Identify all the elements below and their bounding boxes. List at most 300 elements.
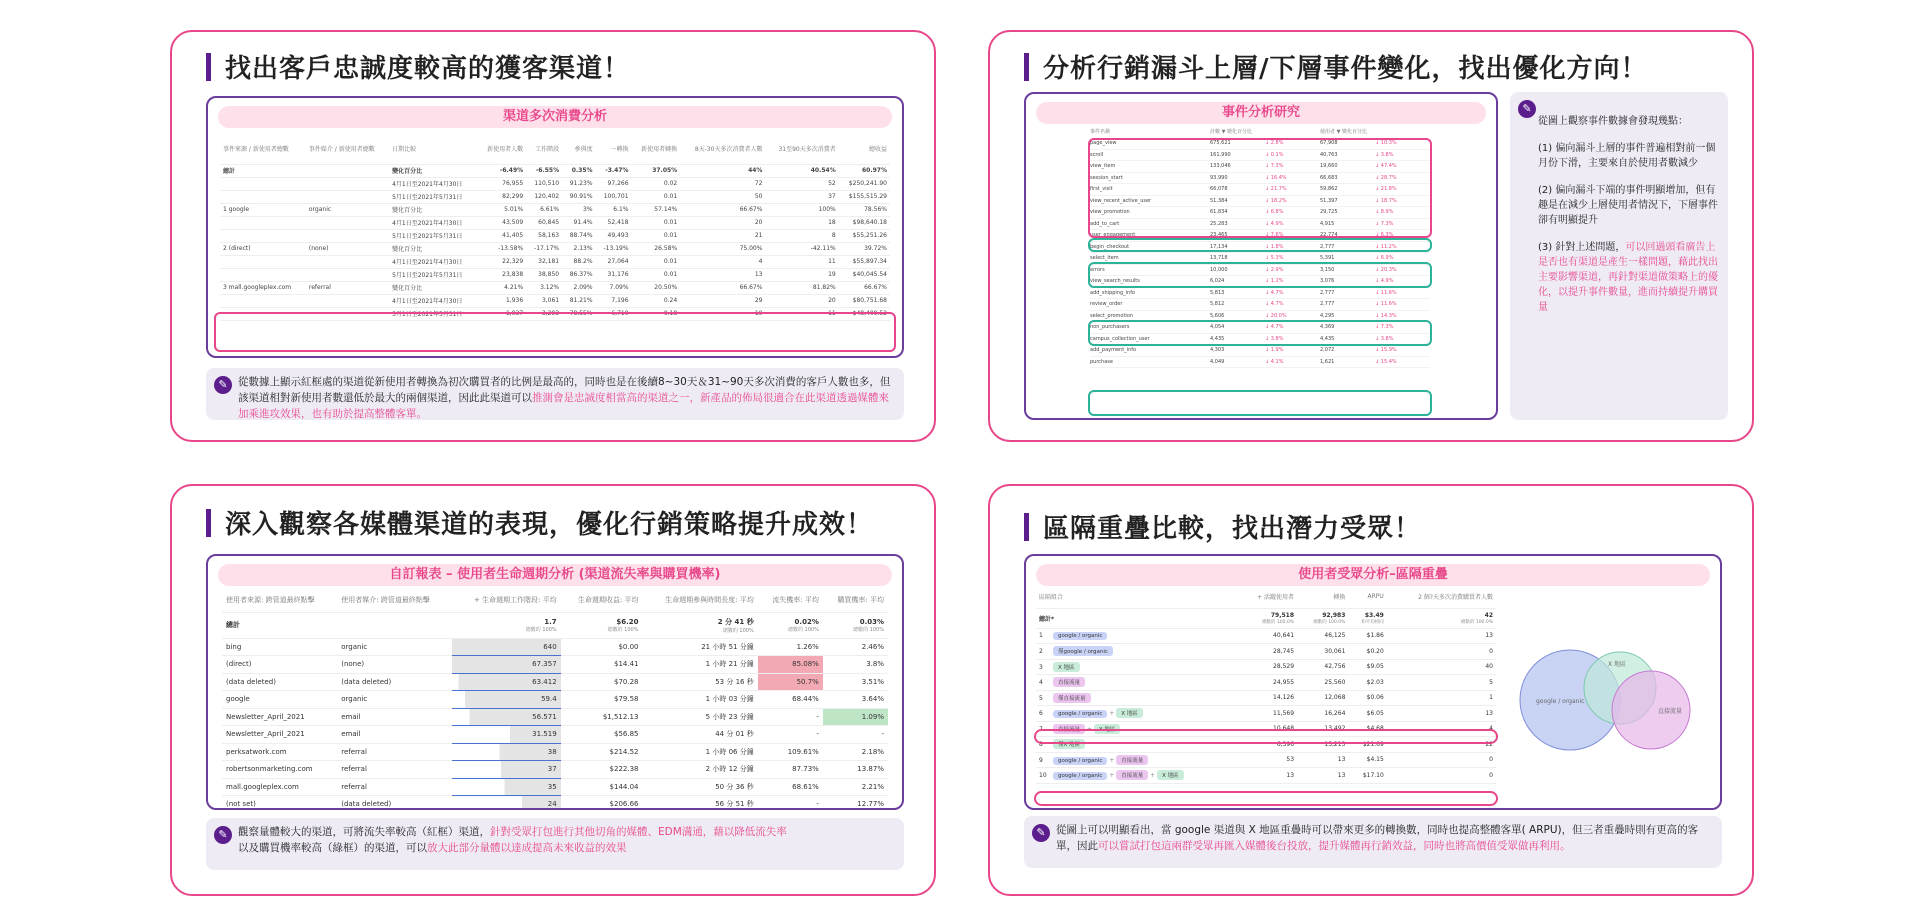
- column-header: 工作階段: [526, 134, 562, 164]
- col-header: 計數 ▼ 變化百分比: [1210, 129, 1253, 135]
- table-cell: 68.61%: [758, 778, 823, 796]
- event-cell: non_purchasers: [1090, 324, 1130, 330]
- table-cell: 13: [1387, 706, 1496, 722]
- table-row: [1036, 706, 1496, 722]
- table-cell: 26.58%: [632, 242, 681, 255]
- event-cell: ↓ 0.1%: [1265, 151, 1284, 158]
- note-line: (2) 偏向漏斗下端的事件明顯增加，但有趣是在減少上層使用者情況下，下層事件卻有明顯提升: [1538, 185, 1718, 226]
- cell-value: 總計: [226, 621, 240, 629]
- cell-value: 總計*: [1039, 615, 1055, 623]
- table-cell: 0.01: [632, 216, 681, 229]
- table-cell: 20: [680, 216, 765, 229]
- table-cell: $6.05: [1348, 706, 1386, 722]
- table-cell: 5月1日至2021年5月31日: [389, 268, 477, 281]
- table-cell: [220, 255, 306, 268]
- event-cell: 133,046: [1210, 163, 1231, 169]
- segment-chip: google / organic: [1053, 757, 1107, 765]
- table-cell: 8: [765, 229, 838, 242]
- total-row: [222, 612, 888, 638]
- table-cell: 78.56%: [839, 203, 890, 216]
- table-cell: 88.2%: [562, 255, 595, 268]
- table-cell: 3.64%: [823, 691, 888, 709]
- lifecycle-panel: [206, 554, 904, 810]
- column-header: 生命週期參與時間長度: 平均: [642, 588, 757, 612]
- table-cell: 13: [1239, 768, 1297, 784]
- table-cell: 109.61%: [758, 743, 823, 761]
- table-cell: 59.4: [452, 691, 560, 709]
- card-loyal-channel: [170, 30, 936, 442]
- column-header: 事件媒介 / 新使用者總數: [306, 134, 389, 164]
- table-cell: 91.23%: [562, 177, 595, 190]
- table-cell: 3,061: [526, 294, 562, 307]
- card-funnel-events: [988, 30, 1754, 442]
- table-row: [220, 177, 890, 190]
- table-cell: -6.49%: [478, 164, 527, 177]
- event-cell: ↓ 11.6%: [1375, 301, 1397, 307]
- table-cell: 變化百分比: [389, 203, 477, 216]
- event-cell: ↓ 3.8%: [1375, 151, 1394, 158]
- column-header: 使用者來源: 跨管道最終點擊: [222, 588, 337, 612]
- event-col-headers: [1090, 126, 1430, 138]
- event-cell: ↓ 7.3%: [1265, 163, 1284, 169]
- table-cell: 27,064: [596, 255, 632, 268]
- event-cell: 59,862: [1320, 186, 1338, 192]
- table-cell: $1,512.13: [561, 708, 643, 726]
- event-cell: 4,435: [1210, 335, 1225, 342]
- event-row: [1090, 299, 1430, 311]
- event-row: [1090, 345, 1430, 357]
- table-cell: 1,936: [478, 294, 527, 307]
- table-cell: 24: [452, 796, 560, 811]
- event-cell: 5,812: [1210, 301, 1225, 307]
- table-cell: [220, 268, 306, 281]
- venn-label: google / organic: [1536, 698, 1585, 705]
- event-cell: ↓ 5.3%: [1265, 255, 1284, 261]
- table-cell: $40,045.54: [839, 268, 890, 281]
- table-cell: 0.18: [632, 307, 681, 320]
- event-cell: 23,465: [1210, 232, 1228, 238]
- table-cell: $79.58: [561, 691, 643, 709]
- table-cell: 120,402: [526, 190, 562, 203]
- table-cell: [222, 612, 337, 638]
- table-cell: [220, 294, 306, 307]
- event-cell: ↓ 4.7%: [1265, 289, 1284, 296]
- table-row: [220, 242, 890, 255]
- table-cell: 6,710: [596, 307, 632, 320]
- event-cell: 19,660: [1320, 163, 1338, 169]
- pen-icon: ✎: [1032, 824, 1050, 842]
- event-cell: 93,990: [1210, 174, 1228, 181]
- col-header: 事件名稱: [1090, 129, 1111, 135]
- table-cell: 4月1日至2021年4月30日: [389, 177, 477, 190]
- event-cell: 40,763: [1320, 151, 1338, 158]
- event-cell: ↓ 18.2%: [1265, 197, 1287, 204]
- event-cell: view_item: [1090, 163, 1116, 169]
- table-cell: email: [337, 726, 452, 744]
- event-cell: errors: [1090, 266, 1105, 273]
- table-cell: 50 分 36 秒: [642, 778, 757, 796]
- segment-cell: [1036, 752, 1239, 768]
- event-cell: session_start: [1090, 174, 1123, 181]
- table-row: [222, 726, 888, 744]
- table-cell: 20.50%: [632, 281, 681, 294]
- segment-chip: X 地區: [1116, 708, 1143, 718]
- table-cell: 42,756: [1297, 659, 1348, 675]
- table-cell: organic: [337, 638, 452, 656]
- table-cell: 3.12%: [526, 281, 562, 294]
- table-cell: 5月1日至2021年5月31日: [389, 307, 477, 320]
- table-cell: $250,241.90: [839, 177, 890, 190]
- event-cell: 4,915: [1320, 220, 1335, 227]
- segment-table: [1036, 586, 1496, 784]
- column-header: ARPU: [1348, 586, 1386, 608]
- event-cell: ↓ 14.3%: [1375, 312, 1397, 319]
- event-cell: 5,813: [1210, 289, 1225, 296]
- table-row: [222, 778, 888, 796]
- segment-chip: 直接流量: [1053, 724, 1085, 734]
- table-cell: 5月1日至2021年5月31日: [389, 190, 477, 203]
- table-row: [220, 268, 890, 281]
- pen-icon: ✎: [214, 376, 232, 394]
- event-cell: scroll: [1090, 151, 1104, 158]
- event-cell: 675,621: [1210, 140, 1231, 146]
- table-cell: -13.19%: [596, 242, 632, 255]
- table-cell: $14.41: [561, 656, 643, 674]
- event-cell: 66,078: [1210, 186, 1228, 192]
- table-cell: 3,293: [526, 307, 562, 320]
- table-cell: 57.14%: [632, 203, 681, 216]
- table-cell: [306, 164, 389, 177]
- table-cell: $0.06: [1348, 690, 1386, 706]
- event-cell: 4,303: [1210, 347, 1225, 353]
- table-cell: $214.52: [561, 743, 643, 761]
- event-cell: 6,024: [1210, 278, 1225, 284]
- table-cell: 19: [765, 268, 838, 281]
- venn-label: X 地區: [1608, 661, 1627, 668]
- table-cell: $0.00: [561, 638, 643, 656]
- plus-sign: +: [1107, 772, 1117, 780]
- table-cell: [1387, 608, 1496, 628]
- table-cell: 25,560: [1297, 675, 1348, 691]
- highlight-box-green: [1088, 320, 1432, 346]
- table-row: [220, 216, 890, 229]
- table-cell: 30,061: [1297, 644, 1348, 660]
- table-cell: [1036, 608, 1239, 628]
- table-cell: bing: [222, 638, 337, 656]
- table-cell: 變化百分比: [389, 164, 477, 177]
- table-cell: 76,955: [478, 177, 527, 190]
- table-row: [222, 743, 888, 761]
- row-index: 3: [1039, 663, 1043, 671]
- pen-icon: ✎: [214, 826, 232, 844]
- table-cell: 13: [1297, 752, 1348, 768]
- table-cell: 28,529: [1239, 659, 1297, 675]
- table-cell: 13,213: [1297, 737, 1348, 753]
- event-cell: ↓ 11.2%: [1375, 243, 1397, 250]
- event-cell: add_payment_info: [1090, 347, 1137, 353]
- row-index: 4: [1039, 679, 1043, 687]
- table-row: [1036, 690, 1496, 706]
- table-cell: 40: [1387, 659, 1496, 675]
- table-cell: [306, 229, 389, 242]
- table-cell: 11: [765, 307, 838, 320]
- col-header: 使用者 ▼ 變化百分比: [1320, 129, 1368, 135]
- table-cell: 97,266: [596, 177, 632, 190]
- table-cell: 50: [680, 190, 765, 203]
- table-cell: 4.21%: [478, 281, 527, 294]
- plus-sign: +: [1107, 710, 1117, 718]
- table-cell: 13: [680, 268, 765, 281]
- table-cell: organic: [337, 691, 452, 709]
- table-row: [222, 796, 888, 811]
- event-cell: 17,134: [1210, 243, 1228, 250]
- plus-sign: +: [1148, 772, 1158, 780]
- table-cell: 5: [1387, 675, 1496, 691]
- table-cell: 53 分 16 秒: [642, 673, 757, 691]
- venn-diagram: [1508, 636, 1708, 756]
- table-row: [222, 656, 888, 674]
- table-cell: [306, 190, 389, 203]
- cell-sub: 總數的 100%: [525, 626, 557, 633]
- table-cell: 21 小時 51 分鐘: [642, 638, 757, 656]
- event-cell: ↓ 6.3%: [1375, 232, 1394, 238]
- column-header: 一轉換: [596, 134, 632, 164]
- table-row: [220, 294, 890, 307]
- column-header: 購買機率: 平均: [823, 588, 888, 612]
- table-cell: -: [758, 726, 823, 744]
- table-cell: (direct): [222, 656, 337, 674]
- row-index: 9: [1039, 756, 1043, 764]
- table-cell: 75.00%: [680, 242, 765, 255]
- table-cell: 38: [452, 743, 560, 761]
- table-cell: 2 小時 12 分鐘: [642, 761, 757, 779]
- table-cell: 20: [765, 294, 838, 307]
- table-row: [220, 164, 890, 177]
- highlight-box-red: [1088, 138, 1432, 238]
- table-cell: 81.21%: [562, 294, 595, 307]
- event-cell: campus_collection_user: [1090, 335, 1150, 342]
- card-segment-overlap: [988, 484, 1754, 896]
- table-cell: (none): [337, 656, 452, 674]
- table-cell: 31.519: [452, 726, 560, 744]
- table-cell: 91.4%: [562, 216, 595, 229]
- table-cell: 28,745: [1239, 644, 1297, 660]
- table-cell: 3.51%: [823, 673, 888, 691]
- table-cell: 52,418: [596, 216, 632, 229]
- event-cell: ↓ 20.3%: [1375, 266, 1397, 273]
- column-header: 參與度: [562, 134, 595, 164]
- table-cell: referral: [337, 761, 452, 779]
- table-cell: (none): [306, 242, 389, 255]
- table-cell: 66.67%: [680, 203, 765, 216]
- card-title: 區隔重疊比較，找出潛力受眾！: [1024, 508, 1421, 545]
- table-cell: 2.09%: [562, 281, 595, 294]
- event-cell: ↓ 3.8%: [1265, 335, 1284, 342]
- cell-sub: 總數的 100.0%: [1313, 619, 1346, 625]
- event-cell: view_promotion: [1090, 209, 1130, 215]
- table-cell: 53: [1239, 752, 1297, 768]
- cell-sub: 總數的 100%: [607, 626, 639, 633]
- table-row: [220, 190, 890, 203]
- table-cell: [1297, 608, 1348, 628]
- event-cell: ↓ 8.9%: [1375, 209, 1394, 215]
- table-cell: [306, 216, 389, 229]
- table-cell: [220, 190, 306, 203]
- event-cell: 4,054: [1210, 324, 1225, 330]
- cell-value: 2 分 41 秒: [717, 617, 754, 626]
- event-cell: ↓ 47.4%: [1375, 163, 1397, 169]
- event-cell: 2,072: [1320, 347, 1335, 353]
- table-cell: 22,329: [478, 255, 527, 268]
- event-cell: ↓ 2.8%: [1265, 140, 1284, 146]
- event-cell: ↓ 7.3%: [1375, 220, 1394, 227]
- cell-value: 1.7: [544, 617, 557, 626]
- event-cell: add_shipping_info: [1090, 289, 1136, 296]
- table-cell: email: [337, 708, 452, 726]
- table-cell: referral: [337, 743, 452, 761]
- segment-chip: google / organic: [1053, 710, 1107, 718]
- column-header: 事件來源 / 新使用者總數: [220, 134, 306, 164]
- table-cell: 68.44%: [758, 691, 823, 709]
- table-cell: 10,648: [1239, 721, 1297, 737]
- cell-sub: 總數的 100.0%: [1460, 619, 1493, 625]
- table-cell: 32,181: [526, 255, 562, 268]
- segment-chip: 僅X 地區: [1053, 739, 1085, 749]
- row-index: 2: [1039, 648, 1043, 656]
- note-line: (3) 針對上述問題，可以回過頭看廣告上是否也有渠道是產生一樣問題，藉此找出主要影響渠道，再針對渠道做策略上的優化，以提升事件數量，進而持續提升購買量: [1538, 242, 1718, 313]
- table-cell: 50.7%: [758, 673, 823, 691]
- segment-cell: [1036, 628, 1239, 644]
- table-cell: $17.10: [1348, 768, 1386, 784]
- table-row: [1036, 752, 1496, 768]
- table-cell: (data deleted): [222, 673, 337, 691]
- event-cell: 51,384: [1210, 197, 1228, 204]
- table-cell: [758, 612, 823, 638]
- segment-cell: [1036, 690, 1239, 706]
- table-cell: 5月1日至2021年5月31日: [389, 229, 477, 242]
- panel-title: 渠道多次消費分析: [218, 106, 892, 128]
- table-cell: -: [758, 708, 823, 726]
- row-index: 6: [1039, 710, 1043, 718]
- table-cell: 4月1日至2021年4月30日: [389, 216, 477, 229]
- table-cell: 63.412: [452, 673, 560, 691]
- table-cell: 0.01: [632, 268, 681, 281]
- event-cell: 161,990: [1210, 151, 1231, 158]
- table-cell: [823, 612, 888, 638]
- table-cell: $206.66: [561, 796, 643, 811]
- table-cell: 1.09%: [823, 708, 888, 726]
- channel-table: [220, 134, 890, 321]
- table-cell: -3.47%: [596, 164, 632, 177]
- cell-sub: 總數的 100%: [722, 627, 754, 634]
- column-header: 日期比較: [389, 134, 477, 164]
- table-cell: [1239, 608, 1297, 628]
- event-panel: [1024, 92, 1498, 420]
- table-cell: 13: [1387, 628, 1496, 644]
- table-cell: 1.26%: [758, 638, 823, 656]
- table-cell: 6,396: [1239, 737, 1297, 753]
- table-cell: [1348, 608, 1386, 628]
- table-cell: 24,955: [1239, 675, 1297, 691]
- table-cell: 87.73%: [758, 761, 823, 779]
- table-cell: 60.97%: [839, 164, 890, 177]
- event-cell: 2,777: [1320, 289, 1335, 296]
- table-cell: 0.01: [632, 255, 681, 268]
- table-cell: (not set): [222, 796, 337, 811]
- segment-chip: 直接流量: [1116, 755, 1148, 765]
- table-cell: 100%: [765, 203, 838, 216]
- column-header: 使用者媒介: 跨管道最終點擊: [337, 588, 452, 612]
- table-cell: -17.17%: [526, 242, 562, 255]
- event-cell: 61,834: [1210, 209, 1228, 215]
- table-cell: 4月1日至2021年4月30日: [389, 255, 477, 268]
- event-cell: 4,369: [1320, 324, 1335, 330]
- table-cell: 2.13%: [562, 242, 595, 255]
- table-cell: $2.03: [1348, 675, 1386, 691]
- insight-note: ✎ 從圖上可以明顯看出，當 google 渠道與 X 地區重疊時可以帶來更多的轉換數，同時也提高整體客單( ARPU)，但三者重疊時則有更高的客單，因此可以嘗試打包這兩群受眾再匯入媒體後台投放，提升媒體再行銷效益，同時也將高價值受眾做再利用。: [1024, 816, 1722, 868]
- table-row: [1036, 628, 1496, 644]
- table-cell: 10: [680, 307, 765, 320]
- highlight-box-green: [1088, 238, 1432, 252]
- table-cell: 58,163: [526, 229, 562, 242]
- table-cell: 5 小時 23 分鐘: [642, 708, 757, 726]
- event-cell: add_to_cart: [1090, 220, 1120, 227]
- row-index: 10: [1039, 772, 1047, 780]
- table-row: [222, 708, 888, 726]
- event-cell: 3,076: [1320, 278, 1335, 284]
- event-cell: ↓ 21.8%: [1375, 186, 1397, 192]
- column-header: 總收益: [839, 134, 890, 164]
- table-cell: 1 小時 06 分鐘: [642, 743, 757, 761]
- card-title: 分析行銷漏斗上層/下層事件變化，找出優化方向！: [1024, 48, 1648, 85]
- table-cell: 1 google: [220, 203, 306, 216]
- table-cell: 44 分 01 秒: [642, 726, 757, 744]
- event-cell: begin_checkout: [1090, 243, 1130, 250]
- event-cell: 22,774: [1320, 232, 1338, 238]
- insight-note: ✎ 從數據上顯示紅框處的渠道從新使用者轉換為初次購買者的比例是最高的，同時也是在後續8~30天＆31~90天多次消費的客戶人數也多，但該渠道相對新使用者數還低於最大的兩個渠道，因此此渠道可以推測會是忠誠度相當高的渠道之一，新產品的佈局很適合在此渠道透過媒體來加乘進攻效果，也有助於提高整體客單。: [206, 368, 904, 420]
- table-cell: 11: [765, 255, 838, 268]
- table-cell: $4.15: [1348, 752, 1386, 768]
- segment-chip: google / organic: [1053, 772, 1107, 780]
- row-index: 8: [1039, 741, 1043, 749]
- event-row: [1090, 357, 1430, 369]
- column-header: 生命週期收益: 平均: [561, 588, 643, 612]
- table-cell: 38,850: [526, 268, 562, 281]
- event-cell: 4,435: [1320, 335, 1335, 342]
- table-cell: $21.69: [1348, 737, 1386, 753]
- event-cell: ↓ 11.6%: [1375, 289, 1397, 296]
- table-cell: perksatwork.com: [222, 743, 337, 761]
- table-cell: $55,251.26: [839, 229, 890, 242]
- table-cell: 640: [452, 638, 560, 656]
- table-row: [220, 281, 890, 294]
- cell-value: 92,983: [1322, 611, 1346, 619]
- event-cell: 13,718: [1210, 255, 1228, 261]
- column-header: 新使用者人數: [478, 134, 527, 164]
- segment-cell: [1036, 659, 1239, 675]
- event-cell: ↓ 16.4%: [1265, 174, 1287, 181]
- event-cell: ↓ 10.3%: [1375, 140, 1397, 146]
- card-title: 找出客戶忠誠度較高的獲客渠道！: [206, 48, 630, 85]
- table-row: [222, 761, 888, 779]
- table-cell: 29: [680, 294, 765, 307]
- table-row: [220, 255, 890, 268]
- card-title: 深入觀察各媒體渠道的表現，優化行銷策略提升成效！: [206, 504, 873, 541]
- highlight-box-red: [1034, 791, 1498, 806]
- table-cell: 3.8%: [823, 656, 888, 674]
- table-cell: 3%: [562, 203, 595, 216]
- cell-value: $6.20: [616, 617, 639, 626]
